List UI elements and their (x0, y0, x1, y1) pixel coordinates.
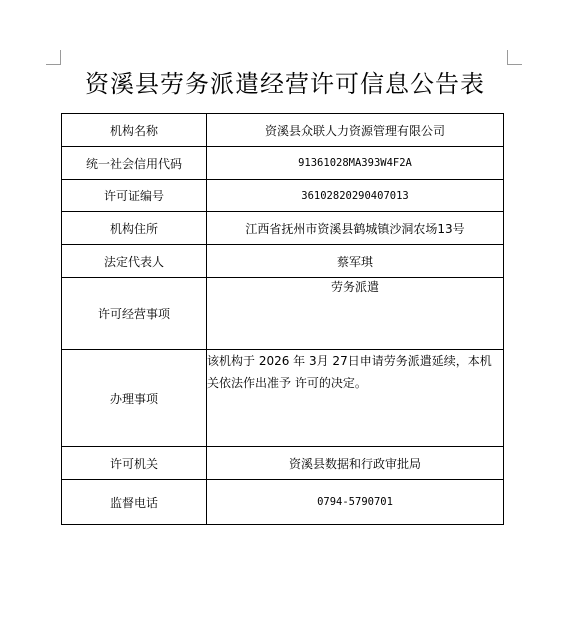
page-corner-mark-left (46, 50, 61, 65)
table-row-licensing-authority (62, 447, 504, 480)
row-value-licensing-authority: 资溪县数据和行政审批局 (207, 447, 504, 480)
row-label-hotline: 监督电话 (62, 480, 207, 525)
row-value-address: 江西省抚州市资溪县鹤城镇沙洞农场13号 (207, 212, 504, 245)
row-value-org-name: 资溪县众联人力资源管理有限公司 (207, 114, 504, 147)
notice-table (61, 113, 504, 525)
row-value-legal-rep: 蔡军琪 (207, 245, 504, 278)
row-label-credit-code: 统一社会信用代码 (62, 147, 207, 180)
row-label-business-scope: 许可经营事项 (62, 278, 207, 350)
table-row-hotline (62, 480, 504, 525)
table-row-credit-code (62, 147, 504, 180)
row-value-credit-code: 91361028MA393W4F2A (207, 147, 504, 180)
row-label-license-number: 许可证编号 (62, 180, 207, 212)
table-row-license-number (62, 180, 504, 212)
row-value-hotline: 0794-5790701 (207, 480, 504, 525)
table-row-org-name (62, 114, 504, 147)
row-value-license-number: 36102820290407013 (207, 180, 504, 212)
page-corner-mark-right (507, 50, 522, 65)
table-row-address (62, 212, 504, 245)
row-label-licensing-authority: 许可机关 (62, 447, 207, 480)
document-title: 资溪县劳务派遣经营许可信息公告表 (85, 70, 485, 98)
row-label-legal-rep: 法定代表人 (62, 245, 207, 278)
table-row-business-scope (62, 278, 504, 350)
row-label-address: 机构住所 (62, 212, 207, 245)
table-row-legal-rep (62, 245, 504, 278)
row-label-org-name: 机构名称 (62, 114, 207, 147)
row-label-handling-matter: 办理事项 (62, 350, 207, 447)
table-row-handling-matter (62, 350, 504, 447)
row-value-business-scope: 劳务派遣 (207, 278, 504, 350)
row-value-handling-matter: 该机构于 2026 年 3月 27日申请劳务派遣延续，本机关依法作出准予 许可的决定。 (207, 350, 504, 447)
